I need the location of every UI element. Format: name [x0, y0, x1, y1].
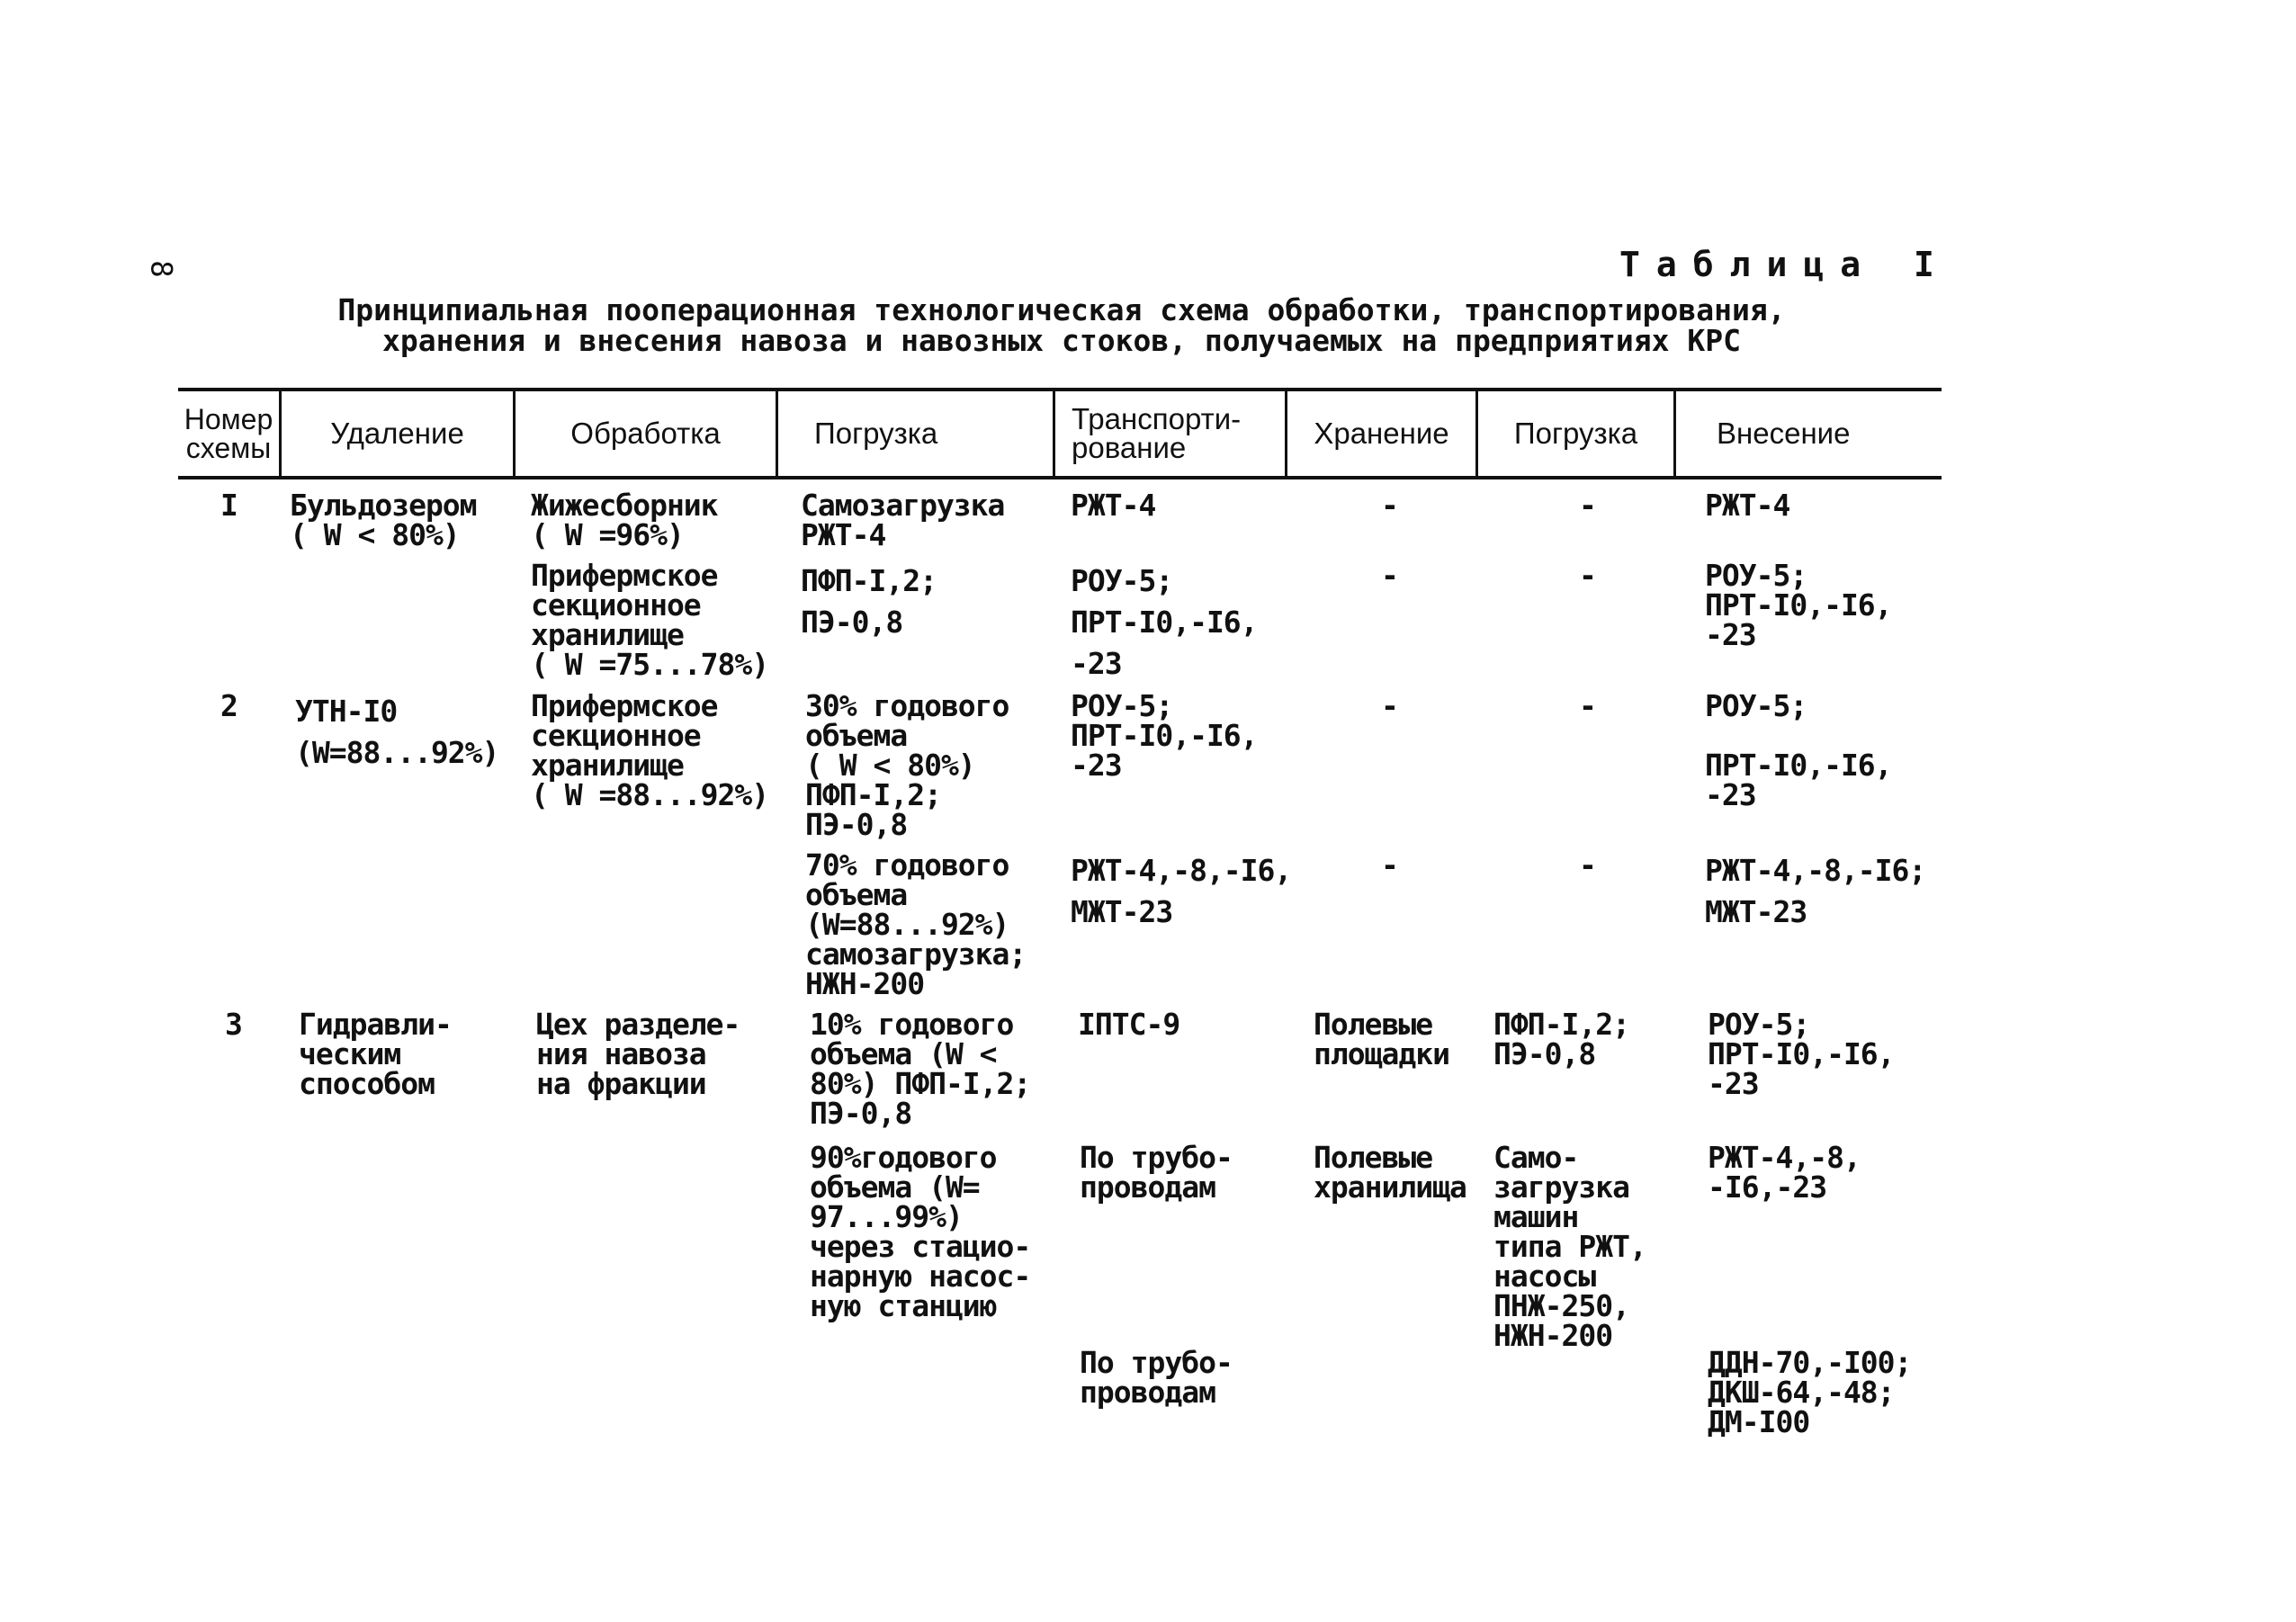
header-transport: Транспорти- рование: [1072, 402, 1242, 464]
s3b-transport: По трубо- проводам: [1080, 1140, 1233, 1205]
s1a-loading: Самозагрузка РЖТ-4: [801, 488, 1005, 552]
s1a-loading-2: -: [1579, 488, 1596, 523]
s3a-loading-2: ПФП-I,2; ПЭ-0,8: [1493, 1007, 1629, 1071]
title-line-2: хранения и внесения навоза и навозных стоков, получаемых на предприятиях КРС: [382, 323, 1741, 358]
s2a-application: РОУ-5; ПРТ-I0,-I6, -23: [1705, 688, 1892, 812]
s3a-application: РОУ-5; ПРТ-I0,-I6, -23: [1708, 1007, 1895, 1101]
s1b-application: РОУ-5; ПРТ-I0,-I6, -23: [1705, 558, 1892, 652]
table-label: Таблица I: [1619, 245, 1951, 284]
header-storage: Хранение: [1314, 417, 1449, 450]
s1a-transport: РЖТ-4: [1071, 488, 1156, 523]
s2a-loading: 30% годового объема ( W < 80%) ПФП-I,2; ПЭ-0,8: [805, 688, 1009, 842]
s3b-loading: 90%годового объема (W= 97...99%) через стацио- нарную насос- ную станцию: [810, 1140, 1031, 1323]
s3-processing: Цех разделе- ния навоза на фракции: [536, 1007, 740, 1101]
s2b-loading: 70% годового объема (W=88...92%) самозагрузка; НЖН-200: [805, 847, 1027, 1001]
s2a-storage: -: [1381, 688, 1398, 723]
page-number: 8: [144, 260, 179, 278]
s3b-storage: Полевые хранилища: [1314, 1140, 1466, 1205]
s3b-application: РЖТ-4,-8, -I6,-23: [1708, 1140, 1861, 1205]
s3a-loading: 10% годового объема (W < 80%) ПФП-I,2; ПЭ-0,8: [810, 1007, 1031, 1131]
s1a-processing: Жижесборник ( W =96%): [531, 488, 718, 552]
s2b-application: РЖТ-4,-8,-I6; МЖТ-23: [1705, 853, 1926, 929]
s3c-transport: По трубо- проводам: [1080, 1345, 1233, 1410]
table-title: [297, 292, 1826, 358]
header-num: Номер схемы: [184, 403, 274, 464]
header-processing: Обработка: [570, 417, 721, 450]
header-application: Внесение: [1717, 417, 1851, 450]
s2b-storage: -: [1381, 847, 1398, 883]
header-loading-1: Погрузка: [814, 417, 938, 450]
s2a-processing: Прифермское секционное хранилище ( W =88...92%): [531, 688, 769, 812]
header-loading-2: Погрузка: [1513, 417, 1638, 450]
s3-removal: Гидравли- ческим способом: [299, 1007, 452, 1101]
s2a-loading-2: -: [1579, 688, 1596, 723]
s2b-transport: РЖТ-4,-8,-I6, МЖТ-23: [1071, 853, 1292, 929]
s3c-application: ДДН-70,-I00; ДКШ-64,-48; ДМ-I00: [1708, 1345, 1912, 1439]
s3a-transport: IПТС-9: [1078, 1007, 1180, 1042]
title-line-1: Принципиальная пооперационная технологическая схема обработки, транспортирования,: [337, 292, 1786, 327]
s3-num: 3: [225, 1007, 242, 1042]
s1a-application: РЖТ-4: [1705, 488, 1790, 523]
s1b-transport: РОУ-5; ПРТ-I0,-I6, -23: [1071, 563, 1258, 681]
s1b-processing: Прифермское секционное хранилище ( W =75...78%): [531, 558, 769, 682]
header-removal: Удаление: [330, 417, 464, 450]
s1-num: I: [220, 488, 238, 523]
s1-removal: Бульдозером ( W < 80%): [290, 488, 477, 552]
s3a-storage: Полевые площадки: [1314, 1007, 1449, 1071]
s1b-loading-2: -: [1579, 558, 1596, 593]
s1b-loading: ПФП-I,2; ПЭ-0,8: [801, 563, 937, 640]
s2b-loading-2: -: [1579, 847, 1596, 883]
s1b-storage: -: [1381, 558, 1398, 593]
s2-removal: УТН-I0 (W=88...92%): [295, 694, 499, 770]
s2-num: 2: [220, 688, 238, 723]
s3b-loading-2: Само- загрузка машин типа РЖТ, насосы ПНЖ-250, НЖН-200: [1493, 1140, 1646, 1353]
s2a-transport: РОУ-5; ПРТ-I0,-I6, -23: [1071, 688, 1258, 783]
s1a-storage: -: [1381, 488, 1398, 523]
